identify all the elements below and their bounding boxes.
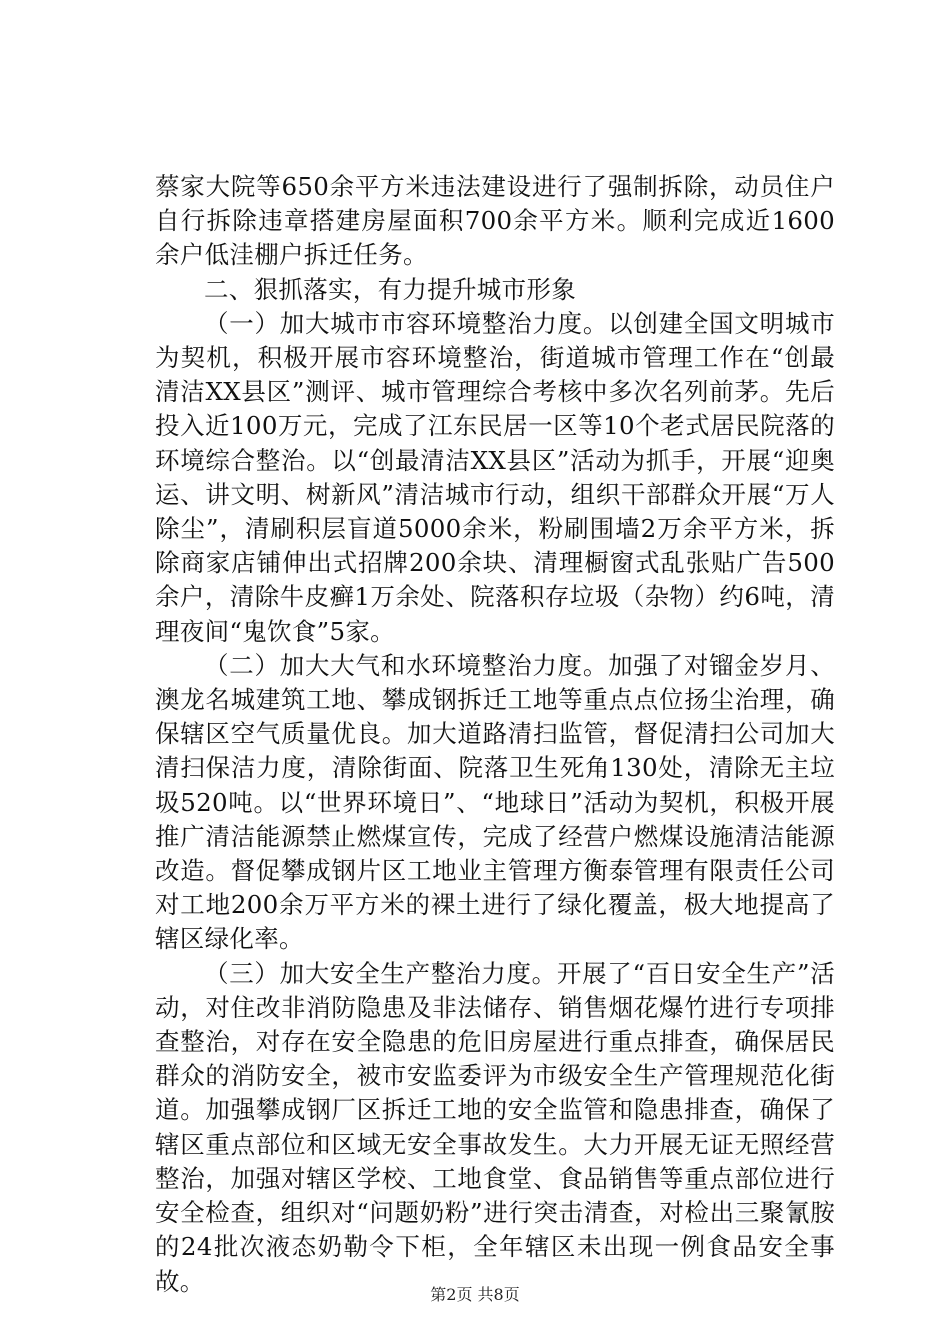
paragraph-city-appearance: （一）加大城市市容环境整治力度。以创建全国文明城市为契机，积极开展市容环境整治，街道城市管理工作在“创最清洁XX县区”测评、城市管理综合考核中多次名列前茅。先后投入近100万元，完成了江东民居一区等10个老式居民院落的环境综合整治。以“创最清洁XX县区”活动为抓手，开展“迎奥运、讲文明、树新风”清洁城市行动，组织干部群众开展“万人除尘”，清刷积层盲道5000余米，粉刷围墙2万余平方米，拆除商家店铺伸出式招牌200余块、清理橱窗式乱张贴广告500余户，清除牛皮癣1万余处、院落积存垃圾（杂物）约6吨，清理夜间“鬼饮食”5家。 [155, 308, 835, 646]
paragraph-air-water: （二）加大大气和水环境整治力度。加强了对镏金岁月、澳龙名城建筑工地、攀成钢拆迁工地等重点点位扬尘治理，确保辖区空气质量优良。加大道路清扫监管，督促清扫公司加大清扫保洁力度，清除街面、院落卫生死角130处，清除无主垃圾520吨。以“世界环境日”、“地球日”活动为契机，积极开展推广清洁能源禁止燃煤宣传，完成了经营户燃煤设施清洁能源改造。督促攀成钢片区工地业主管理方衡泰管理有限责任公司对工地200余万平方米的裸土进行了绿化覆盖，极大地提高了辖区绿化率。 [155, 650, 835, 954]
document-body [155, 170, 835, 1299]
paragraph-safety: （三）加大安全生产整治力度。开展了“百日安全生产”活动，对住改非消防隐患及非法储存、销售烟花爆竹进行专项排查整治，对存在安全隐患的危旧房屋进行重点排查，确保居民群众的消防安全，被市安监委评为市级安全生产管理规范化街道。加强攀成钢厂区拆迁工地的安全监管和隐患排查，确保了辖区重点部位和区域无安全事故发生。大力开展无证无照经营整治，加强对辖区学校、工地食堂、食品销售等重点部位进行安全检查，组织对“问题奶粉”进行突击清查，对检出三聚氰胺的24批次液态奶勒令下柜，全年辖区未出现一例食品安全事故。 [155, 958, 835, 1296]
section-heading: 二、狠抓落实，有力提升城市形象 [204, 274, 576, 304]
paragraph-continuation: 蔡家大院等650余平方米违法建设进行了强制拆除，动员住户自行拆除违章搭建房屋面积700余平方米。顺利完成近1600余户低洼棚户拆迁任务。 [155, 172, 835, 270]
page-number-footer: 第2页 共8页 [430, 1285, 520, 1304]
